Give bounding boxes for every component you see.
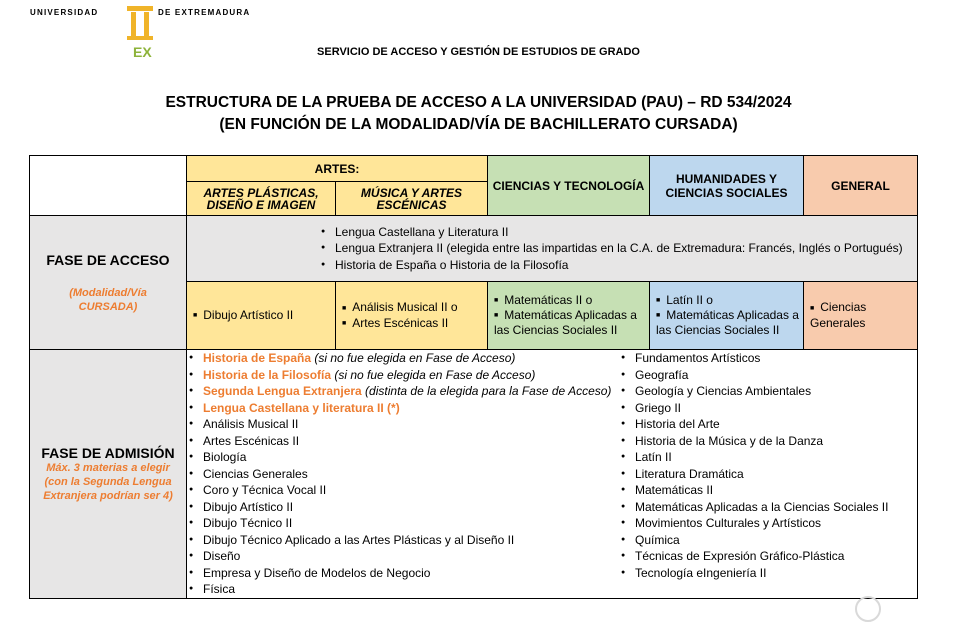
acceso-artes-plasticas [187,282,336,350]
page-ring-decoration [855,596,881,622]
item-text: Matemáticas Aplicadas a las Ciencias Sociales II [656,308,799,338]
subject-name: Historia de España [203,351,312,365]
acceso-artes-plasticas-list [187,308,335,323]
item-text: Artes Escénicas II [352,315,449,330]
list-item: ● Geografía [635,367,917,384]
acceso-ciencias [488,282,650,350]
title-line-2: (EN FUNCIÓN DE LA MODALIDAD/VÍA DE BACHILLERATO CURSADA) [219,116,738,133]
list-item: ■ Análisis Musical II o [342,300,458,315]
list-item [203,367,627,384]
admision-subjects-cell [187,350,918,599]
list-item: ● Artes Escénicas II [203,433,627,450]
admision-left-list [187,350,627,598]
acceso-ciencias-list [488,293,649,339]
header-artes-plasticas: ARTES PLÁSTICAS, DISEÑO E IMAGEN [187,182,336,216]
header-artes: ARTES: [187,156,488,182]
list-item: ■ Artes Escénicas II [342,315,449,330]
acceso-musica-list [336,300,487,331]
list-item: ■ Ciencias Generales [810,300,867,330]
list-item: ● Análisis Musical II [203,416,627,433]
title-line-1: ESTRUCTURA DE LA PRUEBA DE ACCESO A LA UNIVERSIDAD (PAU) – RD 534/2024 [165,94,792,111]
header-humanidades: HUMANIDADES Y CIENCIAS SOCIALES [650,156,804,216]
subject-detail: (distinta de la elegida para la Fase de Acceso) [361,384,612,398]
list-item: ■ Latín II o [656,292,713,307]
subject-name: Segunda Lengua Extranjera [203,384,362,398]
acceso-common-row [30,216,918,282]
header-musica: MÚSICA Y ARTES ESCÉNICAS [336,182,488,216]
list-item: ● Historia de la Música y de la Danza [635,433,917,450]
list-item: ● Matemáticas Aplicadas a la Ciencias Sociales II [635,499,917,516]
subject-detail: (si no fue elegida en Fase de Acceso) [311,351,516,365]
admision-row [30,350,918,599]
item-text: Dibujo Artístico II [203,307,294,322]
list-item: ● Ciencias Generales [203,466,627,483]
fase-admision-cell [30,350,187,599]
admision-right-column [627,350,917,598]
list-item: ● Lengua Extranjera II (elegida entre las impartidas en la C.A. de Extremadura: Francés, Inglés o Portugués) [335,240,917,257]
list-item: ● Química [635,532,917,549]
logo-right-text: DE EXTREMADURA [158,8,251,17]
list-item: ● Coro y Técnica Vocal II [203,482,627,499]
list-item: ● Lengua Castellana y Literatura II [335,224,917,241]
subject-name: Lengua Castellana y literatura II (*) [203,400,400,415]
list-item: ● Historia del Arte [635,416,917,433]
list-item: ● Dibujo Técnico II [203,515,627,532]
corner-cell [30,156,187,216]
acceso-musica [336,282,488,350]
list-item: ● Biología [203,449,627,466]
admision-left-column [187,350,627,598]
fase-admision-note: Máx. 3 materias a elegir (con la Segunda Lengua Extranjera podrían ser 4) [43,461,173,502]
header-row [30,156,918,182]
list-item: ● Historia de España o Historia de la Filosofía [335,257,917,274]
admision-columns [187,350,917,598]
item-text: Matemáticas Aplicadas a las Ciencias Sociales II [494,308,637,338]
list-item: ● Matemáticas II [635,482,917,499]
acceso-general-list [804,300,917,330]
list-item: ● Fundamentos Artísticos [635,350,917,367]
fase-acceso-label: FASE DE ACCESO [46,251,170,268]
fase-acceso-note: (Modalidad/Vía CURSADA) [69,286,147,313]
header-ciencias: CIENCIAS Y TECNOLOGÍA [488,156,650,216]
list-item [203,383,627,400]
acceso-common-list [187,224,917,274]
acceso-common-cell [187,216,918,282]
list-item: ■ Dibujo Artístico II [193,307,294,322]
list-item [203,350,627,367]
list-item: ● Dibujo Artístico II [203,499,627,516]
list-item: ● Física [203,581,627,598]
subject-name: Historia de la Filosofía [203,367,332,382]
service-heading: SERVICIO DE ACCESO Y GESTIÓN DE ESTUDIOS DE GRADO [317,46,640,58]
list-item: ● Latín II [635,449,917,466]
list-item: ● Literatura Dramática [635,466,917,483]
logo-left-text: UNIVERSIDAD [30,8,99,17]
list-item: ● Movimientos Culturales y Artísticos [635,515,917,532]
list-item: ■ Matemáticas Aplicadas a las Ciencias Sociales II [494,308,637,338]
list-item: ● Diseño [203,548,627,565]
list-item: ● Tecnología eIngeniería II [635,565,917,582]
fase-acceso-cell [30,216,187,350]
item-text: Latín II o [666,292,713,307]
acceso-humanidades-list [650,293,803,339]
admision-right-list [627,350,917,581]
list-item [203,400,627,417]
list-item: ● Técnicas de Expresión Gráfico-Plástica [635,548,917,565]
list-item: ● Empresa y Diseño de Modelos de Negocio [203,565,627,582]
subject-detail: (si no fue elegida en Fase de Acceso) [331,367,536,382]
list-item: ■ Matemáticas Aplicadas a las Ciencias Sociales II [656,308,799,338]
list-item: ■ Matemáticas II o [494,292,593,307]
logo-mark: EX [133,44,152,60]
item-text: Matemáticas II o [504,292,593,307]
item-text: Análisis Musical II o [352,300,458,315]
pau-structure-table [29,155,918,599]
list-item: ● Dibujo Técnico Aplicado a las Artes Plásticas y al Diseño II [203,532,627,549]
item-text: Ciencias Generales [810,300,867,330]
header-general: GENERAL [804,156,918,216]
acceso-humanidades [650,282,804,350]
fase-admision-label: FASE DE ADMISIÓN [41,444,175,461]
acceso-general [804,282,918,350]
list-item: ● Geología y Ciencias Ambientales [635,383,917,400]
list-item: ● Griego II [635,400,917,417]
page-title [0,92,957,136]
